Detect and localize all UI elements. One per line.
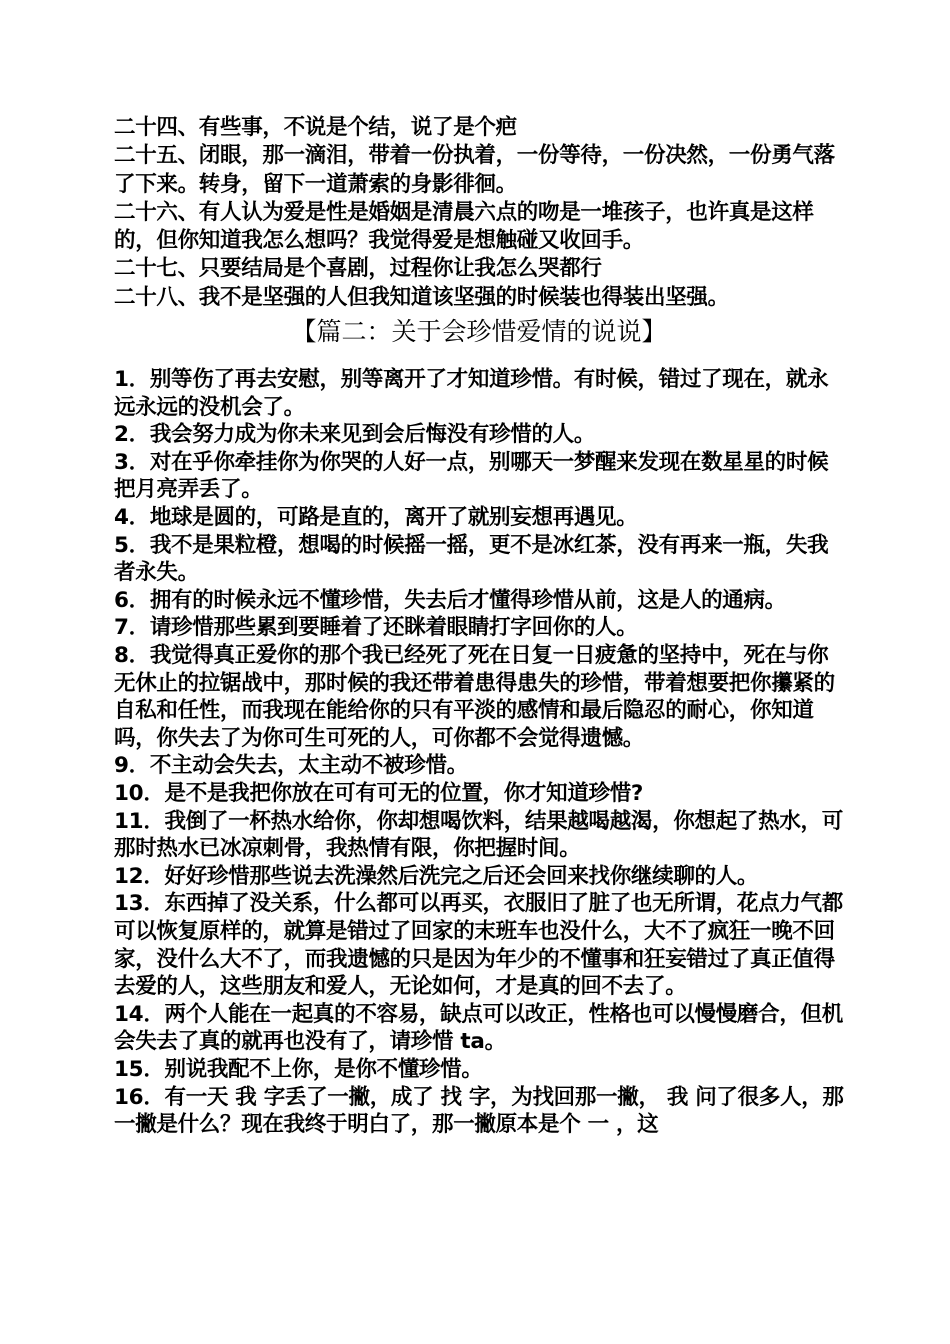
item-25: 二十五、闭眼，那一滴泪，带着一份执着，一份等待，一份决然，一份勇气落了下来。转身，留下一道萧索的身影徘徊。 <box>114 143 835 197</box>
list-item: 7．请珍惜那些累到要睡着了还眯着眼睛打字回你的人。 <box>114 615 638 641</box>
item-24: 二十四、有些事，不说是个结，说了是个疤 <box>114 115 517 140</box>
list-item: 10．是不是我把你放在可有可无的位置，你才知道珍惜? <box>114 780 644 806</box>
item-26: 二十六、有人认为爱是性是婚姻是清晨六点的吻是一堆孩子，也许真是这样的，但你知道我怎么想吗？我觉得爱是想触碰又收回手。 <box>114 199 814 254</box>
item-27: 二十七、只要结局是个喜剧，过程你让我怎么哭都行 <box>114 256 602 282</box>
document-page <box>114 114 844 1139</box>
top-items <box>114 114 844 312</box>
list-item: 8．我觉得真正爱你的那个我已经死了死在日复一日疲惫的坚持中，死在与你无休止的拉锯战中，那时候的我还带着患得患失的珍惜，带着想要把你攥紧的自私和任性，而我现在能给你的只有平淡的感情和最后隐忍的耐心，你知道吗，你失去了为你可生可死的人，可你都不会觉得遗憾。 <box>114 643 835 751</box>
list-item: 4．地球是圆的，可路是直的，离开了就别妄想再遇见。 <box>114 505 638 531</box>
list-item: 16．有一天 我 字丢了一撇，成了 找 字，为找回那一撇， 我 问了很多人，那一撇是什么？现在我终于明白了，那一撇原本是个 一 ，这 <box>114 1084 844 1138</box>
list-item: 15．别说我配不上你，是你不懂珍惜。 <box>114 1056 483 1082</box>
list-item: 5．我不是果粒橙，想喝的时候摇一摇，更不是冰红茶，没有再来一瓶，失我者永失。 <box>114 532 829 586</box>
list-item: 9．不主动会失去，太主动不被珍惜。 <box>114 753 468 779</box>
list-item: 6．拥有的时候永远不懂珍惜，失去后才懂得珍惜从前，这是人的通病。 <box>114 587 786 613</box>
cherish-list <box>114 366 844 1139</box>
section-heading: 【篇二：关于会珍惜爱情的说说】 <box>291 317 667 347</box>
list-item: 14．两个人能在一起真的不容易，缺点可以改正，性格也可以慢慢磨合，但机会失去了真的就再也没有了，请珍惜 ta。 <box>114 1001 843 1055</box>
list-item: 11．我倒了一杯热水给你，你却想喝饮料，结果越喝越渴，你想起了热水，可那时热水已冰凉刺骨，我热情有限，你把握时间。 <box>114 808 843 862</box>
list-item: 12．好好珍惜那些说去洗澡然后洗完之后还会回来找你继续聊的人。 <box>114 863 759 889</box>
list-item: 13．东西掉了没关系，什么都可以再买，衣服旧了脏了也无所谓，花点力气都可以恢复原样的，就算是错过了回家的末班车也没什么，大不了疯狂一晚不回家，没什么大不了，而我遗憾的只是因为年少的不懂事和狂妄错过了真正值得去爱的人，这些朋友和爱人，无论如何，才是真的回不去了。 <box>114 891 843 1000</box>
list-item: 2．我会努力成为你未来见到会后悔没有珍惜的人。 <box>114 422 596 448</box>
list-item: 1．别等伤了再去安慰，别等离开了才知道珍惜。有时候，错过了现在，就永远永远的没机会了。 <box>114 367 829 420</box>
item-28: 二十八、我不是坚强的人但我知道该坚强的时候装也得装出坚强。 <box>114 284 729 310</box>
list-item: 3．对在乎你牵挂你为你哭的人好一点，别哪天一梦醒来发现在数星星的时候把月亮弄丢了。 <box>114 449 829 503</box>
